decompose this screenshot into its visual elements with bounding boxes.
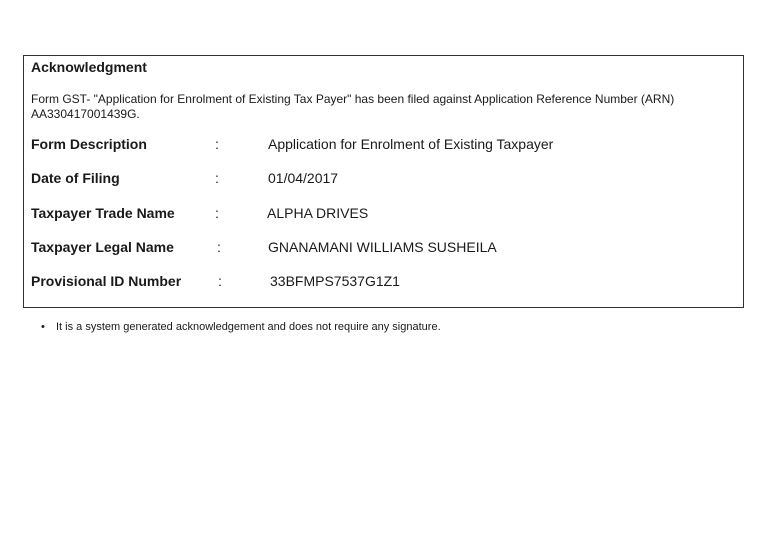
field-value: 33BFMPS7537G1Z1 bbox=[270, 273, 400, 289]
field-row-provisional-id bbox=[31, 273, 731, 293]
field-label: Date of Filing bbox=[31, 170, 120, 186]
field-value: ALPHA DRIVES bbox=[267, 205, 369, 221]
field-label: Taxpayer Legal Name bbox=[31, 239, 174, 255]
field-colon: : bbox=[215, 136, 219, 152]
field-row-date-of-filing bbox=[31, 170, 731, 190]
field-row-legal-name bbox=[31, 239, 731, 259]
bullet-icon: • bbox=[41, 321, 45, 333]
field-row-form-description bbox=[31, 136, 731, 156]
acknowledgment-box bbox=[23, 55, 744, 308]
notes-list bbox=[41, 321, 441, 333]
field-row-trade-name bbox=[31, 205, 731, 225]
field-colon: : bbox=[218, 273, 222, 289]
note-text: It is a system generated acknowledgement and does not require any signature. bbox=[56, 321, 441, 333]
acknowledgment-intro: Form GST- "Application for Enrolment of Existing Tax Payer" has been filed against Application Reference Number (ARN) AA330417001439G. bbox=[31, 92, 675, 121]
field-colon: : bbox=[215, 205, 219, 221]
field-value: Application for Enrolment of Existing Taxpayer bbox=[268, 136, 554, 152]
field-label: Provisional ID Number bbox=[31, 273, 182, 289]
list-item bbox=[41, 321, 441, 333]
field-value: GNANAMANI WILLIAMS SUSHEILA bbox=[268, 239, 497, 255]
field-colon: : bbox=[215, 170, 219, 186]
field-label: Taxpayer Trade Name bbox=[31, 205, 175, 221]
field-value: 01/04/2017 bbox=[268, 170, 339, 186]
acknowledgment-heading: Acknowledgment bbox=[31, 59, 147, 75]
field-label: Form Description bbox=[31, 136, 147, 152]
field-colon: : bbox=[217, 239, 221, 255]
